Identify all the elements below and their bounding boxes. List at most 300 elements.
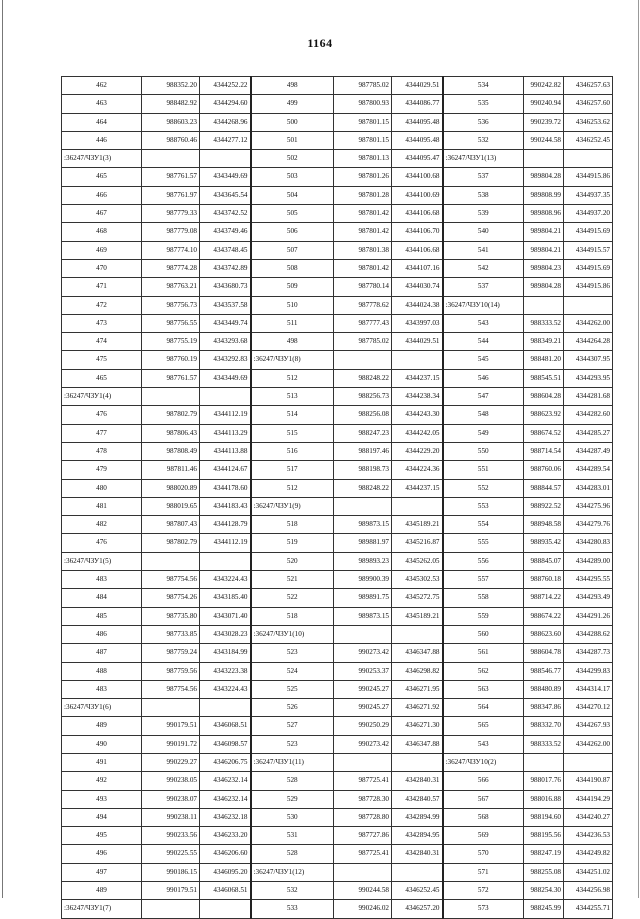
y-coordinate-cell: 4343184.99 [200,644,251,662]
x-coordinate-cell: 988256.08 [334,406,392,424]
y-coordinate-cell: 4346068.51 [200,717,251,735]
table-row [62,314,613,332]
x-coordinate-cell: 987806.43 [142,424,200,442]
x-coordinate-cell: 989900.39 [334,571,392,589]
table-row [62,772,613,790]
y-coordinate-cell: 4344229.20 [392,442,443,460]
y-coordinate-cell: 4344124.67 [200,461,251,479]
x-coordinate-cell: 988482.92 [142,95,200,113]
y-coordinate-cell: 4344249.82 [564,845,613,863]
point-number-cell: 510 [251,296,334,314]
point-number-cell: 473 [62,314,142,332]
x-coordinate-cell: 990186.15 [142,863,200,881]
x-coordinate-cell: 990245.27 [334,680,392,698]
point-number-cell: 511 [251,314,334,332]
point-number-cell: 479 [62,461,142,479]
x-coordinate-cell [142,900,200,918]
point-number-cell: 490 [62,735,142,753]
x-coordinate-cell: 989804.21 [524,241,564,259]
parcel-header-cell: :36247/ЧЗУ1(6) [62,699,142,717]
coordinates-table [61,76,613,919]
y-coordinate-cell: 4344280.83 [564,534,613,552]
point-number-cell: 526 [251,699,334,717]
x-coordinate-cell [142,388,200,406]
point-number-cell: 522 [251,589,334,607]
x-coordinate-cell: 990273.42 [334,644,392,662]
table-row [62,479,613,497]
y-coordinate-cell: 4346206.75 [200,753,251,771]
x-coordinate-cell: 987728.30 [334,790,392,808]
point-number-cell: 475 [62,351,142,369]
point-number-cell: 560 [443,625,524,643]
x-coordinate-cell: 989808.99 [524,186,564,204]
scan-edge-right [638,0,639,898]
point-number-cell: 491 [62,753,142,771]
table-row [62,442,613,460]
parcel-header-cell: :36247/ЧЗУ10(14) [443,296,524,314]
point-number-cell: 525 [251,680,334,698]
table-row [62,278,613,296]
y-coordinate-cell: 4342894.99 [392,808,443,826]
point-number-cell: 517 [251,461,334,479]
y-coordinate-cell: 4344291.26 [564,607,613,625]
y-coordinate-cell [200,552,251,570]
x-coordinate-cell: 988347.86 [524,699,564,717]
table-row [62,461,613,479]
y-coordinate-cell: 4344294.60 [200,95,251,113]
x-coordinate-cell [142,699,200,717]
point-number-cell: 521 [251,571,334,589]
x-coordinate-cell: 988017.76 [524,772,564,790]
y-coordinate-cell: 4344915.69 [564,223,613,241]
y-coordinate-cell: 4344262.00 [564,314,613,332]
y-coordinate-cell: 4344287.49 [564,442,613,460]
y-coordinate-cell: 4344095.48 [392,131,443,149]
x-coordinate-cell: 988623.92 [524,406,564,424]
point-number-cell: 559 [443,607,524,625]
point-number-cell: 532 [443,131,524,149]
point-number-cell: 573 [443,900,524,918]
y-coordinate-cell: 4344268.96 [200,113,251,131]
x-coordinate-cell: 988248.22 [334,369,392,387]
x-coordinate-cell: 988020.89 [142,479,200,497]
point-number-cell: 545 [443,351,524,369]
point-number-cell: 566 [443,772,524,790]
parcel-header-cell: :36247/ЧЗУ1(8) [251,351,334,369]
point-number-cell: 534 [443,77,524,95]
point-number-cell: 492 [62,772,142,790]
y-coordinate-cell: 4344937.35 [564,186,613,204]
point-number-cell: 530 [251,808,334,826]
point-number-cell: 537 [443,278,524,296]
x-coordinate-cell [334,351,392,369]
point-number-cell: 493 [62,790,142,808]
x-coordinate-cell [142,150,200,168]
y-coordinate-cell: 4344178.60 [200,479,251,497]
x-coordinate-cell [142,552,200,570]
point-number-cell: 572 [443,882,524,900]
x-coordinate-cell: 990250.29 [334,717,392,735]
x-coordinate-cell: 987801.38 [334,241,392,259]
y-coordinate-cell: 4344295.55 [564,571,613,589]
point-number-cell: 564 [443,699,524,717]
point-number-cell: 524 [251,662,334,680]
y-coordinate-cell: 4342840.31 [392,772,443,790]
table-row [62,131,613,149]
y-coordinate-cell [200,388,251,406]
table-row [62,589,613,607]
point-number-cell: 501 [251,131,334,149]
y-coordinate-cell: 4344281.68 [564,388,613,406]
y-coordinate-cell: 4344086.77 [392,95,443,113]
y-coordinate-cell: 4345272.75 [392,589,443,607]
point-number-cell: 480 [62,479,142,497]
table-row [62,150,613,168]
y-coordinate-cell: 4346271.30 [392,717,443,735]
table-row [62,113,613,131]
table-row [62,534,613,552]
point-number-cell: 469 [62,241,142,259]
y-coordinate-cell: 4343742.89 [200,259,251,277]
y-coordinate-cell: 4344030.74 [392,278,443,296]
x-coordinate-cell: 987754.26 [142,589,200,607]
y-coordinate-cell: 4343223.38 [200,662,251,680]
y-coordinate-cell: 4344915.86 [564,278,613,296]
x-coordinate-cell: 988623.60 [524,625,564,643]
point-number-cell: 552 [443,479,524,497]
x-coordinate-cell: 987800.93 [334,95,392,113]
y-coordinate-cell: 4344240.27 [564,808,613,826]
point-number-cell: 464 [62,113,142,131]
x-coordinate-cell: 987756.55 [142,314,200,332]
y-coordinate-cell: 4343997.03 [392,314,443,332]
point-number-cell: 518 [251,607,334,625]
x-coordinate-cell: 987779.33 [142,205,200,223]
point-number-cell: 472 [62,296,142,314]
y-coordinate-cell: 4344194.29 [564,790,613,808]
x-coordinate-cell: 988247.23 [334,424,392,442]
point-number-cell: 533 [251,900,334,918]
y-coordinate-cell: 4344252.22 [200,77,251,95]
point-number-cell: 504 [251,186,334,204]
x-coordinate-cell [334,497,392,515]
y-coordinate-cell: 4344112.19 [200,406,251,424]
y-coordinate-cell: 4343449.69 [200,168,251,186]
point-number-cell: 499 [251,95,334,113]
table-row [62,808,613,826]
x-coordinate-cell: 990233.56 [142,827,200,845]
point-number-cell: 506 [251,223,334,241]
y-coordinate-cell: 4343293.68 [200,333,251,351]
y-coordinate-cell: 4344106.70 [392,223,443,241]
point-number-cell: 497 [62,863,142,881]
parcel-header-cell: :36247/ЧЗУ1(12) [251,863,334,881]
y-coordinate-cell: 4344267.93 [564,717,613,735]
x-coordinate-cell: 988674.52 [524,424,564,442]
x-coordinate-cell: 988332.70 [524,717,564,735]
point-number-cell: 477 [62,424,142,442]
point-number-cell: 542 [443,259,524,277]
x-coordinate-cell: 990225.55 [142,845,200,863]
x-coordinate-cell: 987774.28 [142,259,200,277]
x-coordinate-cell: 987754.56 [142,680,200,698]
point-number-cell: 508 [251,259,334,277]
x-coordinate-cell: 987755.19 [142,333,200,351]
x-coordinate-cell: 988194.60 [524,808,564,826]
point-number-cell: 567 [443,790,524,808]
point-number-cell: 481 [62,497,142,515]
x-coordinate-cell: 987727.86 [334,827,392,845]
x-coordinate-cell: 988714.22 [524,589,564,607]
scan-edge-left [2,0,3,898]
point-number-cell: 500 [251,113,334,131]
y-coordinate-cell: 4342840.57 [392,790,443,808]
x-coordinate-cell: 987802.79 [142,406,200,424]
x-coordinate-cell: 988333.52 [524,314,564,332]
parcel-header-cell: :36247/ЧЗУ1(10) [251,625,334,643]
y-coordinate-cell: 4346232.14 [200,790,251,808]
y-coordinate-cell: 4346257.20 [392,900,443,918]
y-coordinate-cell: 4346257.63 [564,77,613,95]
y-coordinate-cell: 4344293.95 [564,369,613,387]
x-coordinate-cell: 989893.23 [334,552,392,570]
x-coordinate-cell: 987785.02 [334,333,392,351]
y-coordinate-cell [392,497,443,515]
parcel-header-cell: :36247/ЧЗУ10(2) [443,753,524,771]
y-coordinate-cell: 4344915.69 [564,259,613,277]
y-coordinate-cell: 4344299.83 [564,662,613,680]
y-coordinate-cell: 4346095.20 [200,863,251,881]
x-coordinate-cell: 987756.73 [142,296,200,314]
y-coordinate-cell [200,900,251,918]
x-coordinate-cell: 987754.56 [142,571,200,589]
y-coordinate-cell: 4344183.43 [200,497,251,515]
point-number-cell: 482 [62,516,142,534]
point-number-cell: 502 [251,150,334,168]
x-coordinate-cell: 990239.72 [524,113,564,131]
table-row [62,205,613,223]
y-coordinate-cell: 4344289.54 [564,461,613,479]
x-coordinate-cell: 988714.54 [524,442,564,460]
point-number-cell: 558 [443,589,524,607]
y-coordinate-cell: 4343645.54 [200,186,251,204]
table-row [62,351,613,369]
point-number-cell: 476 [62,406,142,424]
y-coordinate-cell [200,150,251,168]
y-coordinate-cell: 4344270.12 [564,699,613,717]
y-coordinate-cell: 4344282.60 [564,406,613,424]
x-coordinate-cell: 987733.85 [142,625,200,643]
point-number-cell: 503 [251,168,334,186]
y-coordinate-cell: 4344107.16 [392,259,443,277]
y-coordinate-cell: 4346252.45 [564,131,613,149]
point-number-cell: 568 [443,808,524,826]
point-number-cell: 463 [62,95,142,113]
y-coordinate-cell: 4343292.83 [200,351,251,369]
y-coordinate-cell: 4344128.79 [200,516,251,534]
point-number-cell: 509 [251,278,334,296]
y-coordinate-cell: 4344251.02 [564,863,613,881]
x-coordinate-cell: 988352.20 [142,77,200,95]
point-number-cell: 563 [443,680,524,698]
table-row [62,241,613,259]
y-coordinate-cell: 4345189.21 [392,607,443,625]
y-coordinate-cell: 4344915.86 [564,168,613,186]
point-number-cell: 549 [443,424,524,442]
y-coordinate-cell [392,351,443,369]
y-coordinate-cell: 4346271.92 [392,699,443,717]
x-coordinate-cell: 990238.11 [142,808,200,826]
y-coordinate-cell: 4344277.12 [200,131,251,149]
y-coordinate-cell: 4345302.53 [392,571,443,589]
point-number-cell: 514 [251,406,334,424]
table-row [62,552,613,570]
table-row [62,625,613,643]
point-number-cell: 561 [443,644,524,662]
point-number-cell: 523 [251,735,334,753]
x-coordinate-cell: 990238.05 [142,772,200,790]
table-row [62,168,613,186]
y-coordinate-cell: 4344024.38 [392,296,443,314]
point-number-cell: 550 [443,442,524,460]
y-coordinate-cell: 4344256.98 [564,882,613,900]
x-coordinate-cell: 988545.51 [524,369,564,387]
y-coordinate-cell: 4346232.14 [200,772,251,790]
x-coordinate-cell [524,150,564,168]
y-coordinate-cell: 4344238.34 [392,388,443,406]
x-coordinate-cell [334,863,392,881]
point-number-cell: 536 [443,113,524,131]
x-coordinate-cell: 988604.28 [524,388,564,406]
point-number-cell: 476 [62,534,142,552]
y-coordinate-cell: 4345262.05 [392,552,443,570]
x-coordinate-cell: 988604.78 [524,644,564,662]
x-coordinate-cell: 987778.62 [334,296,392,314]
point-number-cell: 515 [251,424,334,442]
x-coordinate-cell [524,753,564,771]
x-coordinate-cell: 987735.80 [142,607,200,625]
table-row [62,95,613,113]
table-row [62,680,613,698]
point-number-cell: 466 [62,186,142,204]
point-number-cell: 488 [62,662,142,680]
point-number-cell: 468 [62,223,142,241]
x-coordinate-cell: 987801.42 [334,205,392,223]
y-coordinate-cell: 4343224.43 [200,680,251,698]
table-row [62,497,613,515]
x-coordinate-cell: 990242.82 [524,77,564,95]
y-coordinate-cell: 4344236.53 [564,827,613,845]
x-coordinate-cell: 988245.99 [524,900,564,918]
y-coordinate-cell [200,699,251,717]
coordinates-table-body [62,77,613,919]
point-number-cell: 470 [62,259,142,277]
point-number-cell: 519 [251,534,334,552]
point-number-cell: 551 [443,461,524,479]
point-number-cell: 498 [251,77,334,95]
point-number-cell: 471 [62,278,142,296]
point-number-cell: 516 [251,442,334,460]
y-coordinate-cell: 4344264.28 [564,333,613,351]
point-number-cell: 547 [443,388,524,406]
x-coordinate-cell: 990273.42 [334,735,392,753]
y-coordinate-cell: 4344279.76 [564,516,613,534]
table-row [62,845,613,863]
x-coordinate-cell: 988760.06 [524,461,564,479]
y-coordinate-cell: 4344293.49 [564,589,613,607]
y-coordinate-cell: 4342840.31 [392,845,443,863]
point-number-cell: 483 [62,571,142,589]
x-coordinate-cell [334,625,392,643]
y-coordinate-cell: 4344262.00 [564,735,613,753]
y-coordinate-cell: 4344029.51 [392,77,443,95]
y-coordinate-cell: 4343449.69 [200,369,251,387]
point-number-cell: 507 [251,241,334,259]
x-coordinate-cell: 988248.22 [334,479,392,497]
table-row [62,882,613,900]
x-coordinate-cell: 988603.23 [142,113,200,131]
x-coordinate-cell: 988760.46 [142,131,200,149]
point-number-cell: 462 [62,77,142,95]
parcel-header-cell: :36247/ЧЗУ1(7) [62,900,142,918]
y-coordinate-cell: 4344113.88 [200,442,251,460]
x-coordinate-cell: 987759.24 [142,644,200,662]
point-number-cell: 554 [443,516,524,534]
y-coordinate-cell: 4343185.40 [200,589,251,607]
x-coordinate-cell: 987763.21 [142,278,200,296]
y-coordinate-cell: 4343224.43 [200,571,251,589]
y-coordinate-cell: 4343748.45 [200,241,251,259]
point-number-cell: 537 [443,168,524,186]
y-coordinate-cell: 4343537.58 [200,296,251,314]
x-coordinate-cell: 987774.10 [142,241,200,259]
x-coordinate-cell: 990240.94 [524,95,564,113]
x-coordinate-cell: 987777.43 [334,314,392,332]
y-coordinate-cell: 4346347.88 [392,644,443,662]
y-coordinate-cell: 4346252.45 [392,882,443,900]
y-coordinate-cell: 4344237.15 [392,479,443,497]
point-number-cell: 562 [443,662,524,680]
x-coordinate-cell: 987780.14 [334,278,392,296]
point-number-cell: 496 [62,845,142,863]
y-coordinate-cell: 4346232.18 [200,808,251,826]
point-number-cell: 565 [443,717,524,735]
point-number-cell: 474 [62,333,142,351]
point-number-cell: 528 [251,772,334,790]
point-number-cell: 538 [443,186,524,204]
table-row [62,827,613,845]
x-coordinate-cell: 988254.30 [524,882,564,900]
x-coordinate-cell: 989804.28 [524,168,564,186]
table-row [62,735,613,753]
y-coordinate-cell: 4344937.20 [564,205,613,223]
x-coordinate-cell: 987801.42 [334,223,392,241]
y-coordinate-cell: 4346271.95 [392,680,443,698]
x-coordinate-cell: 987801.26 [334,168,392,186]
y-coordinate-cell: 4346233.20 [200,827,251,845]
x-coordinate-cell: 988760.18 [524,571,564,589]
x-coordinate-cell: 988844.57 [524,479,564,497]
x-coordinate-cell: 987725.41 [334,845,392,863]
x-coordinate-cell: 989873.15 [334,607,392,625]
x-coordinate-cell: 989881.97 [334,534,392,552]
table-row [62,406,613,424]
y-coordinate-cell: 4344113.29 [200,424,251,442]
point-number-cell: 553 [443,497,524,515]
table-row [62,77,613,95]
parcel-header-cell: :36247/ЧЗУ1(13) [443,150,524,168]
x-coordinate-cell: 987807.43 [142,516,200,534]
